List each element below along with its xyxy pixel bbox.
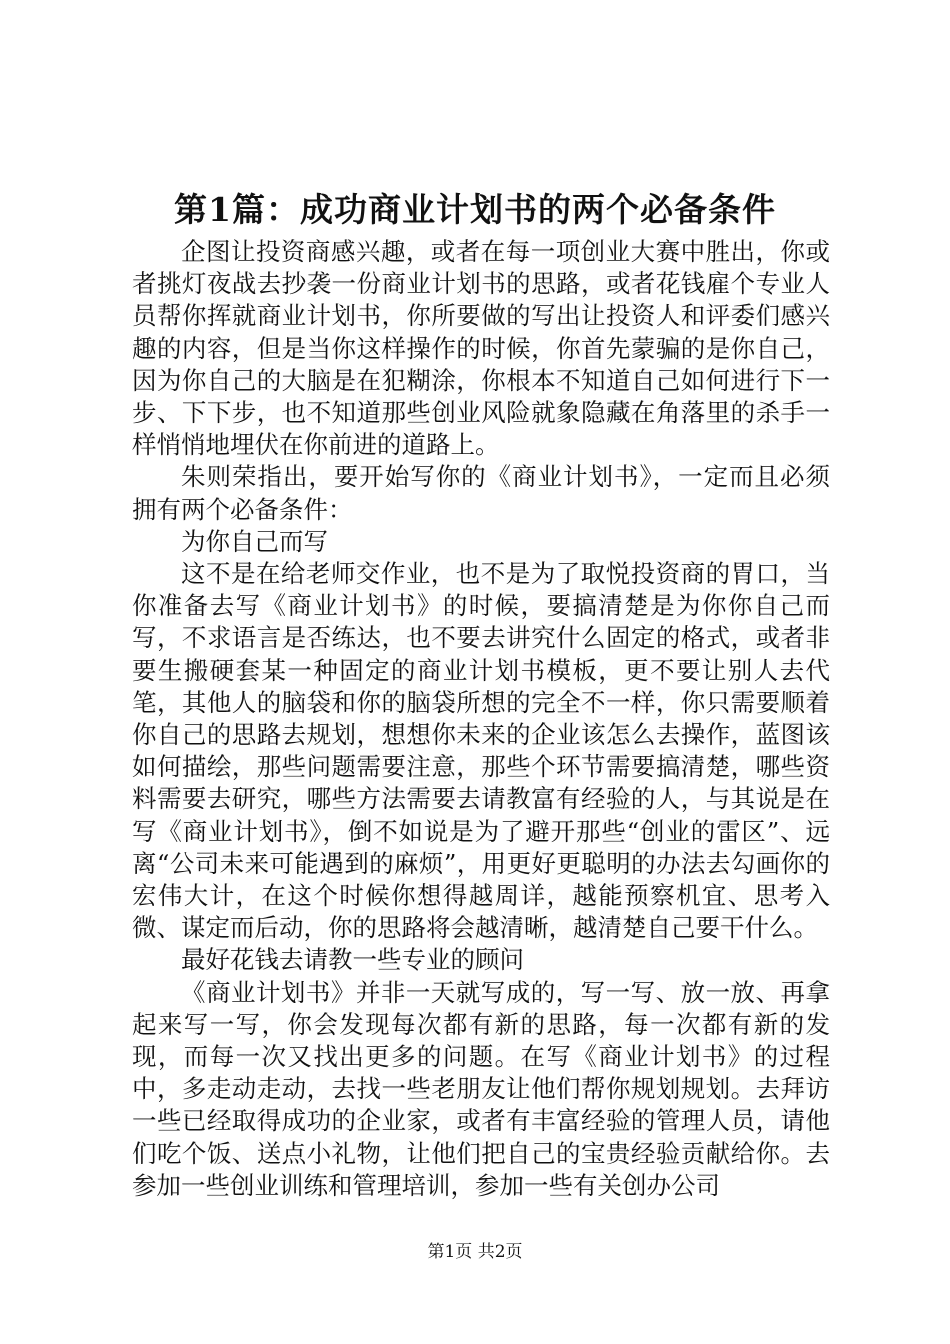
paragraph-intro: 企图让投资商感兴趣，或者在每一项创业大赛中胜出，你或者挑灯夜战去抄袭一份商业计划书的思路，或者花钱雇个专业人员帮你挥就商业计划书，你所要做的写出让投资人和评委们感兴趣的内容，但是当你这样操作的时候，你首先蒙骗的是你自己，因为你自己的大脑是在犯糊涂，你根本不知道自己如何进行下一步、下下步，也不知道那些创业风险就象隐藏在角落里的杀手一样悄悄地埋伏在你前进的道路上。 (132, 237, 830, 460)
paragraph-consult-advisors: 《商业计划书》并非一天就写成的，写一写、放一放、再拿起来写一写，你会发现每次都有新的思路，每一次都有新的发现，而每一次又找出更多的问题。在写《商业计划书》的过程中，多走动走动，去找一些老朋友让他们帮你规划规划。去拜访一些已经取得成功的企业家，或者有丰富经验的管理人员，请他们吃个饭、送点小礼物，让他们把自己的宝贵经验贡献给你。去参加一些创业训练和管理培训，参加一些有关创办公司 (132, 977, 830, 1200)
document-body (132, 236, 830, 1202)
paragraph-write-for-yourself: 这不是在给老师交作业，也不是为了取悦投资商的胃口，当你准备去写《商业计划书》的时候，要搞清楚是为你你自己而写，不求语言是否练达，也不要去讲究什么固定的格式，或者非要生搬硬套某一种固定的商业计划书模板，更不要让别人去代笔，其他人的脑袋和你的脑袋所想的完全不一样，你只需要顺着你自己的思路去规划，想想你未来的企业该怎么去操作，蓝图该如何描绘，那些问题需要注意，那些个环节需要搞清楚，哪些资料需要去研究，哪些方法需要去请教富有经验的人，与其说是在写《商业计划书》，倒不如说是为了避开那些“创业的雷区”、远离“公司未来可能遇到的麻烦”，用更好更聪明的办法去勾画你的宏伟大计，在这个时候你想得越周详，越能预察机宜、思考入微、谋定而后动，你的思路将会越清晰，越清楚自己要干什么。 (132, 559, 830, 943)
subheading-write-for-yourself: 为你自己而写 (181, 526, 328, 556)
subheading-consult-advisors: 最好花钱去请教一些专业的顾问 (181, 945, 524, 975)
document-title: 第1篇：成功商业计划书的两个必备条件 (174, 190, 776, 229)
page-number-footer: 第1页 共2页 (427, 1242, 523, 1262)
paragraph-conditions-lead: 朱则荣指出，要开始写你的《商业计划书》，一定而且必须拥有两个必备条件： (132, 462, 830, 524)
